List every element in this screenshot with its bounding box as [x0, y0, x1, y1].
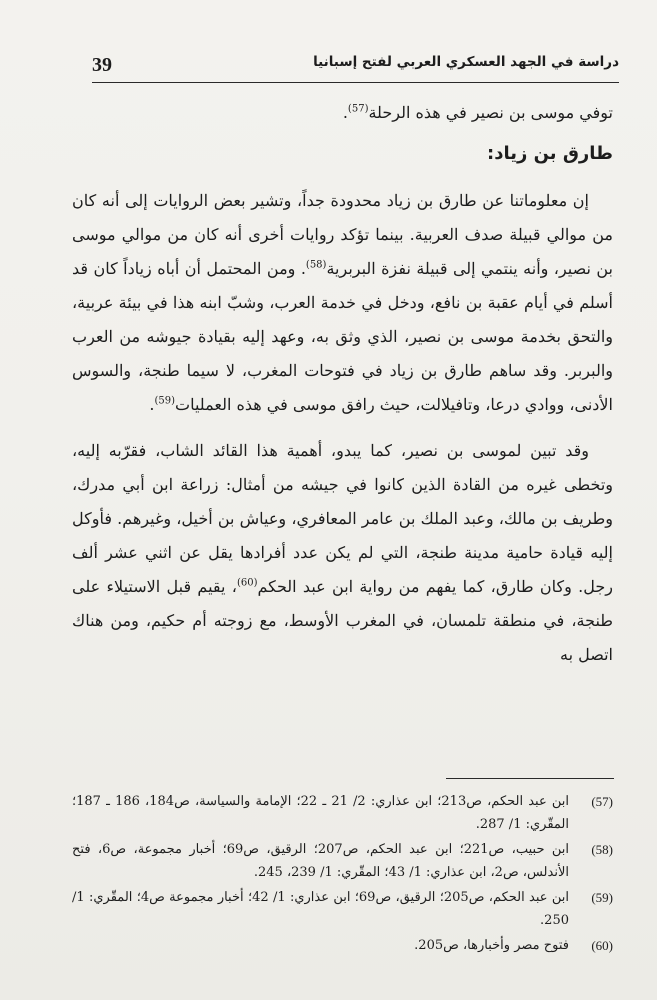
footnote-ref: (57)	[347, 103, 369, 115]
opening-text: توفي موسى بن نصير في هذه الرحلة	[368, 103, 613, 122]
footnote-ref: (59)	[154, 395, 176, 407]
paragraph-text: إن معلوماتنا عن طارق بن زياد محدودة جداً، وتشير بعض الروايات إلى أنه كان من موالي قبيلة صدف العربية. بينما تؤكد روايات أخرى أنه كان من موالي موسى بن نصير، وأنه ينتمي إلى قبيلة نفزة البربرية	[72, 191, 613, 278]
footnote-text: فتوح مصر وأخبارها، ص205.	[414, 938, 569, 953]
footnote-item	[72, 838, 613, 884]
footnote-number: (57)	[591, 794, 613, 809]
footnote-item	[72, 934, 613, 957]
footnotes	[72, 790, 613, 959]
running-title: دراسة في الجهد العسكري العربي لفتح إسبانيا	[313, 54, 619, 70]
body-text	[72, 96, 613, 672]
footnote-text: ابن عبد الحكم، ص205؛ الرقيق، ص69؛ ابن عذاري: 1/ 42؛ أخبار مجموعة ص4؛ المقّري: 1/ 250.	[72, 890, 570, 928]
opening-sentence: توفي موسى بن نصير في هذه الرحلة$^{(57)}$.	[342, 103, 613, 122]
footnote-number: (60)	[591, 938, 613, 953]
paragraph-text: . ومن المحتمل أن أباه زياداً كان قد أسلم في أيام عقبة بن نافع، ودخل في خدمة العرب، وشبّ ابنه هذا في بيئة عربية، والتحق بخدمة موسى بن نصير، الذي وثق به، وعهد إليه بقيادة جيوشه من العرب والبربر. وقد ساهم طارق بن زياد في فتوحات المغرب، لا سيما طنجة، والسوس الأدنى، ووادي درعا، وتافيلالت، حيث رافق موسى في هذه العمليات	[72, 259, 613, 414]
paragraph-text: .	[149, 395, 155, 414]
paragraph-1	[72, 184, 613, 422]
footnote-ref: (60)	[236, 577, 258, 589]
footnote-item	[72, 886, 613, 932]
footnote-text: ابن حبيب، ص221؛ ابن عبد الحكم، ص207؛ الرقيق، ص69؛ أخبار مجموعة، ص6، فتح الأندلس، ص2، ابن عذاري: 1/ 43؛ المقّري: 1/ 239، 245.	[72, 842, 570, 880]
paragraph-text: وقد تبين لموسى بن نصير، كما يبدو، أهمية هذا القائد الشاب، فقرّبه إليه، وتخطى غيره من القادة الذين كانوا في جيشه من أمثال: زراعة ابن أبي مدرك، وطريف بن مالك، وعبد الملك بن عامر المعافري، وعياش بن أخيل، وغيرهم. فأوكل إليه قيادة حامية مدينة طنجة، التي لم يكن عدد أفرادها يقل عن اثني عشر ألف رجل. وكان طارق، كما يفهم من رواية ابن عبد الحكم	[72, 441, 614, 596]
footnote-number: (59)	[591, 890, 613, 905]
paragraph-text: ، يقيم قبل الاستيلاء على طنجة، في منطقة تلمسان، في المغرب الأوسط، مع زوجته أم حكيم، ومن هناك اتصل به	[72, 577, 613, 664]
footnote-number: (58)	[591, 842, 613, 857]
footnote-text: ابن عبد الحكم، ص213؛ ابن عذاري: 2/ 21 ـ 22؛ الإمامة والسياسة، ص184، 186 ـ 187؛ المقّري: 1/ 287.	[72, 794, 570, 832]
footnote-separator	[446, 778, 614, 779]
running-header	[92, 48, 619, 83]
page-number: 39	[92, 54, 112, 76]
paragraph-2	[72, 434, 613, 672]
footnote-item	[72, 790, 613, 836]
section-heading: طارق بن زياد:	[487, 143, 613, 164]
footnote-ref: (58)	[305, 259, 327, 271]
